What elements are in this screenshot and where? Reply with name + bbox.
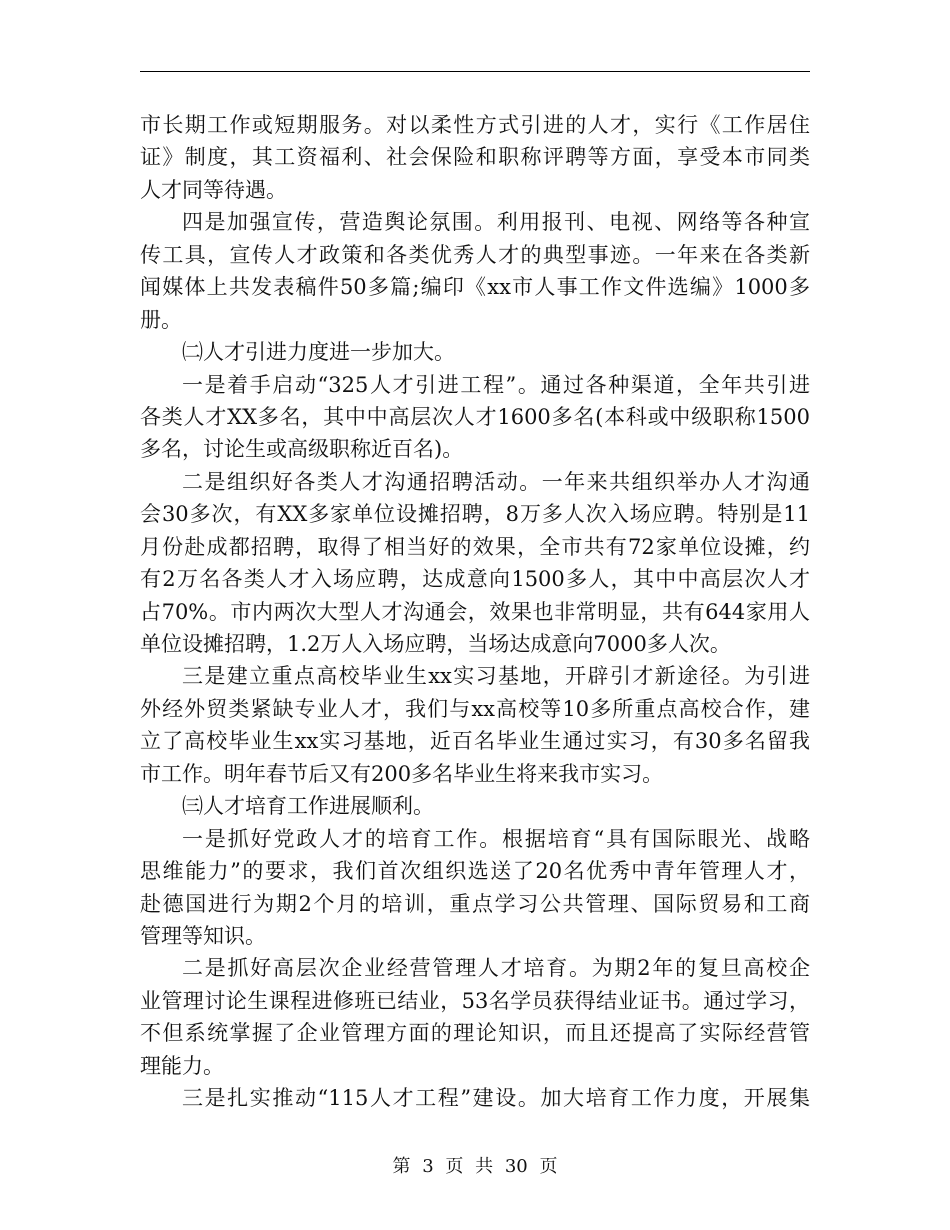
text-line: 市长期工作或短期服务。对以柔性方式引进的人才，实行《工作居住 <box>140 113 810 137</box>
text-line: 三是建立重点高校毕业生xx实习基地，开辟引才新途径。为引进 <box>182 664 810 689</box>
paragraph <box>140 109 810 206</box>
text-line: 一是抓好党政人才的培育工作。根据培育“具有国际眼光、战略 <box>182 826 810 851</box>
page-number: 第 3 页 共 30 页 <box>392 1156 558 1177</box>
paragraph <box>140 660 810 790</box>
text-line: 各类人才XX多名，其中中高层次人才1600多名(本科或中级职称1500 <box>140 404 810 429</box>
section-heading <box>140 336 810 368</box>
text-line: 三是扎实推动“115人才工程”建设。加大培育工作力度，开展集 <box>182 1086 810 1111</box>
text-line: 闻媒体上共发表稿件50多篇;编印《xx市人事工作文件选编》1000多 <box>140 275 810 300</box>
text-line: 二是组织好各类人才沟通招聘活动。一年来共组织举办人才沟通 <box>182 469 810 494</box>
paragraph <box>140 952 810 1082</box>
text-line: 不但系统掌握了企业管理方面的理论知识，而且还提高了实际经营管 <box>140 1021 810 1046</box>
text-line: ㈡人才引进力度进一步加大。 <box>182 340 455 365</box>
text-line: 理能力。 <box>140 1053 224 1078</box>
text-line: 有2万名各类人才入场应聘，达成意向1500多人，其中中高层次人才 <box>140 567 810 592</box>
text-line: 一是着手启动“325人才引进工程”。通过各种渠道，全年共引进 <box>182 372 810 397</box>
text-line: 单位设摊招聘，1.2万人入场应聘，当场达成意向7000多人次。 <box>140 632 731 656</box>
text-line: 传工具，宣传人才政策和各类优秀人才的典型事迹。一年来在各类新 <box>140 242 810 267</box>
text-line: 占70%。市内两次大型人才沟通会，效果也非常明显，共有644家用人 <box>140 599 810 624</box>
text-line: 四是加强宣传，营造舆论氛围。利用报刊、电视、网络等各种宣 <box>182 210 810 235</box>
paragraph <box>140 466 810 661</box>
text-line: ㈢人才培育工作进展顺利。 <box>182 794 434 819</box>
text-line: 业管理讨论生课程进修班已结业，53名学员获得结业证书。通过学习， <box>140 988 810 1013</box>
text-line: 多名，讨论生或高级职称近百名)。 <box>140 437 464 462</box>
text-line: 市工作。明年春节后又有200多名毕业生将来我市实习。 <box>140 761 664 786</box>
text-line: 月份赴成都招聘，取得了相当好的效果，全市共有72家单位设摊，约 <box>140 534 810 559</box>
text-line: 册。 <box>140 307 182 332</box>
text-line: 外经外贸类紧缺专业人才，我们与xx高校等10多所重点高校合作，建 <box>140 696 810 721</box>
section-heading <box>140 790 810 822</box>
text-line: 立了高校毕业生xx实习基地，近百名毕业生通过实习，有30多名留我 <box>140 729 810 754</box>
text-line: 赴德国进行为期2个月的培训，重点学习公共管理、国际贸易和工商 <box>140 891 810 916</box>
text-line: 二是抓好高层次企业经营管理人才培育。为期2年的复旦高校企 <box>182 956 810 981</box>
text-line: 证》制度，其工资福利、社会保险和职称评聘等方面，享受本市同类 <box>140 145 810 170</box>
paragraph <box>140 369 810 466</box>
text-line: 思维能力”的要求，我们首次组织选送了20名优秀中青年管理人才， <box>140 859 810 884</box>
header-rule <box>140 71 810 72</box>
paragraph <box>140 823 810 953</box>
text-line: 会30多次，有XX多家单位设摊招聘，8万多人次入场应聘。特别是11 <box>140 502 810 527</box>
document-body <box>140 109 810 1115</box>
text-line: 人才同等待遇。 <box>140 177 287 202</box>
paragraph <box>140 206 810 336</box>
paragraph <box>140 1082 810 1114</box>
text-line: 管理等知识。 <box>140 923 266 948</box>
